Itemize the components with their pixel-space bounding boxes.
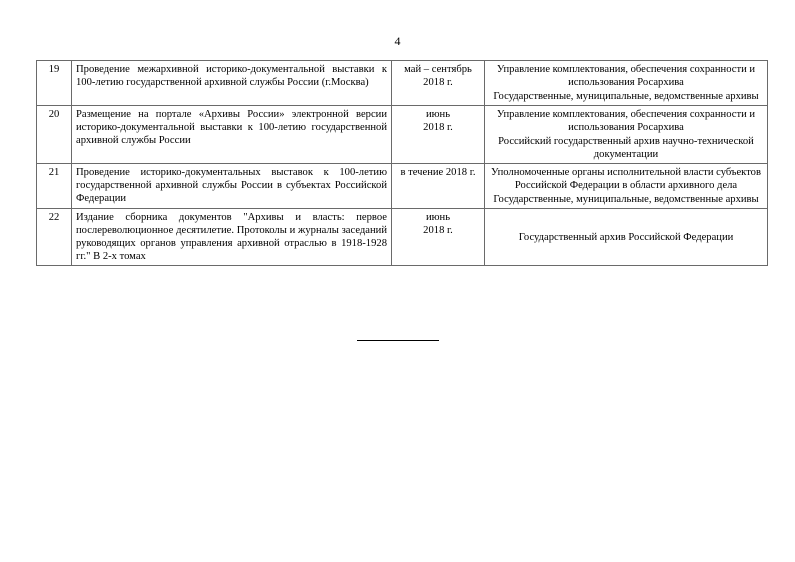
table-row	[37, 106, 768, 164]
date-line: 2018 г.	[423, 225, 453, 236]
responsible-parties	[485, 164, 768, 209]
responsible-parties	[485, 61, 768, 106]
event-description: Проведение историко-документальных выставок к 100-летию государственной архивной службы России в субъектах Российской Федерации	[72, 164, 392, 209]
date-line: июнь	[425, 109, 451, 120]
responsible-party: Государственный архив Российской Федерации	[518, 231, 734, 243]
events-table-body	[37, 61, 768, 266]
responsible-parties	[485, 106, 768, 164]
event-date	[392, 164, 485, 209]
responsible-party: Российский государственный архив научно-технической документации	[498, 136, 754, 160]
event-date	[392, 106, 485, 164]
page-number: 4	[394, 34, 401, 48]
responsible-party: Уполномоченные органы исполнительной власти субъектов Российской Федерации в области архивного дела	[491, 167, 761, 191]
events-table	[36, 60, 768, 266]
responsible-parties	[485, 209, 768, 266]
event-description: Проведение межархивной историко-документальной выставки к 100-летию государственной архивной службы России (г.Москва)	[72, 61, 392, 106]
event-date	[392, 61, 485, 106]
event-date	[392, 209, 485, 266]
responsible-party: Управление комплектования, обеспечения сохранности и использования Росархива	[496, 64, 756, 88]
event-description: Издание сборника документов "Архивы и власть: первое послереволюционное десятилетие. Протоколы и журналы заседаний руководящих органов управления архивной отраслью в 1918-1928 гг." В 2-х томах	[72, 209, 392, 266]
table-row	[37, 61, 768, 106]
responsible-party: Государственные, муниципальные, ведомственные архивы	[493, 194, 759, 205]
event-description: Размещение на портале «Архивы России» электронной версии историко-документальной выставки к 100-летию государственной архивной службы России	[72, 106, 392, 164]
row-number: 22	[37, 209, 72, 266]
date-line: май – сентябрь	[404, 64, 472, 75]
responsible-party: Государственные, муниципальные, ведомственные архивы	[493, 91, 759, 102]
date-line: 2018 г.	[423, 122, 453, 133]
row-number: 21	[37, 164, 72, 209]
date-line: 2018 г.	[423, 77, 453, 88]
end-of-document-line	[357, 340, 439, 341]
row-number: 19	[37, 61, 72, 106]
date-line: июнь	[425, 212, 451, 223]
row-number: 20	[37, 106, 72, 164]
date-line: в течение 2018 г.	[400, 167, 476, 178]
table-row	[37, 164, 768, 209]
responsible-party: Управление комплектования, обеспечения сохранности и использования Росархива	[496, 109, 756, 133]
table-row	[37, 209, 768, 266]
